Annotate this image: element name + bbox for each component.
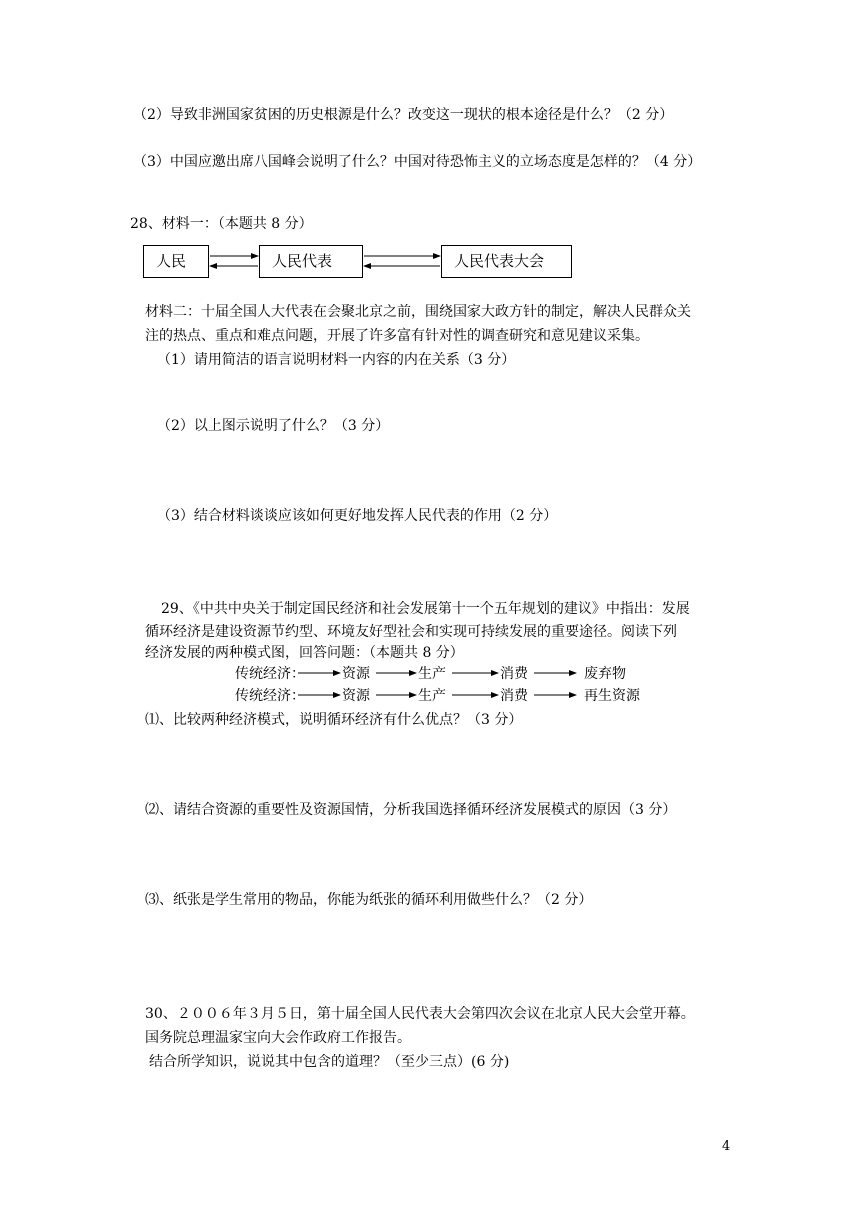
q28-part1: （1）请用简洁的语言说明材料一内容的内在关系（3 分） [157,352,516,368]
q27-part2: （2）导致非洲国家贫困的历史根源是什么？改变这一现状的根本途径是什么？（2 分） [133,107,674,123]
m2-renewable: 再生资源 [584,688,640,704]
q29-part1: ⑴、比较两种经济模式，说明循环经济有什么优点？（3 分） [145,712,523,728]
m2-resource: 资源 [342,688,370,704]
m1-label: 传统经济： [235,666,305,682]
q29-part2: ⑵、请结合资源的重要性及资源国情，分析我国选择循环经济发展模式的原因（3 分） [145,802,677,818]
q29-line1: 29、《中共中央关于制定国民经济和社会发展第十一个五年规划的建议》中指出：发展 [161,601,690,617]
q28-part3: （3）结合材料谈谈应该如何更好地发挥人民代表的作用（2 分） [157,508,558,524]
page-number: 4 [722,1139,731,1154]
q28-material2-line1: 材料二：十届全国人大代表在会聚北京之前，围绕国家大政方针的制定，解决人民群众关 [145,304,691,320]
diagram-box-representatives-label: 人民代表 [272,252,333,270]
q29-part3: ⑶、纸张是学生常用的物品，你能为纸张的循环利用做些什么？（2 分） [145,892,593,908]
q29-line2: 循环经济是建设资源节约型、环境友好型社会和实现可持续发展的重要途径。阅读下列 [145,624,677,640]
m1-resource: 资源 [342,666,370,682]
q30-line2: 国务院总理温家宝向大会作政府工作报告。 [145,1030,411,1046]
m2-production: 生产 [418,688,446,704]
q30-line3: 结合所学知识，说说其中包含的道理？（至少三点）(6 分) [149,1054,510,1070]
q27-part3: （3）中国应邀出席八国峰会说明了什么？中国对待恐怖主义的立场态度是怎样的？（4 分） [133,154,702,170]
q28-heading: 28、材料一：（本题共 8 分） [130,216,313,232]
q29-line3: 经济发展的两种模式图，回答问题：（本题共 8 分） [145,645,464,661]
diagram-box-congress-label: 人民代表大会 [454,252,545,270]
m1-waste: 废弃物 [584,666,626,682]
q28-part2: （2）以上图示说明了什么？（3 分） [157,418,390,434]
q30-line1: 30、２００６年３月５日，第十届全国人民代表大会第四次会议在北京人民大会堂开幕。 [145,1006,695,1022]
q28-material2-line2: 注的热点、重点和难点问题，开展了许多富有针对性的调查研究和意见建议采集。 [145,328,649,344]
m2-label: 传统经济： [235,688,305,704]
diagram-box-people-label: 人民 [156,252,187,270]
m2-consumption: 消费 [500,688,528,704]
m1-consumption: 消费 [500,666,528,682]
m1-production: 生产 [418,666,446,682]
